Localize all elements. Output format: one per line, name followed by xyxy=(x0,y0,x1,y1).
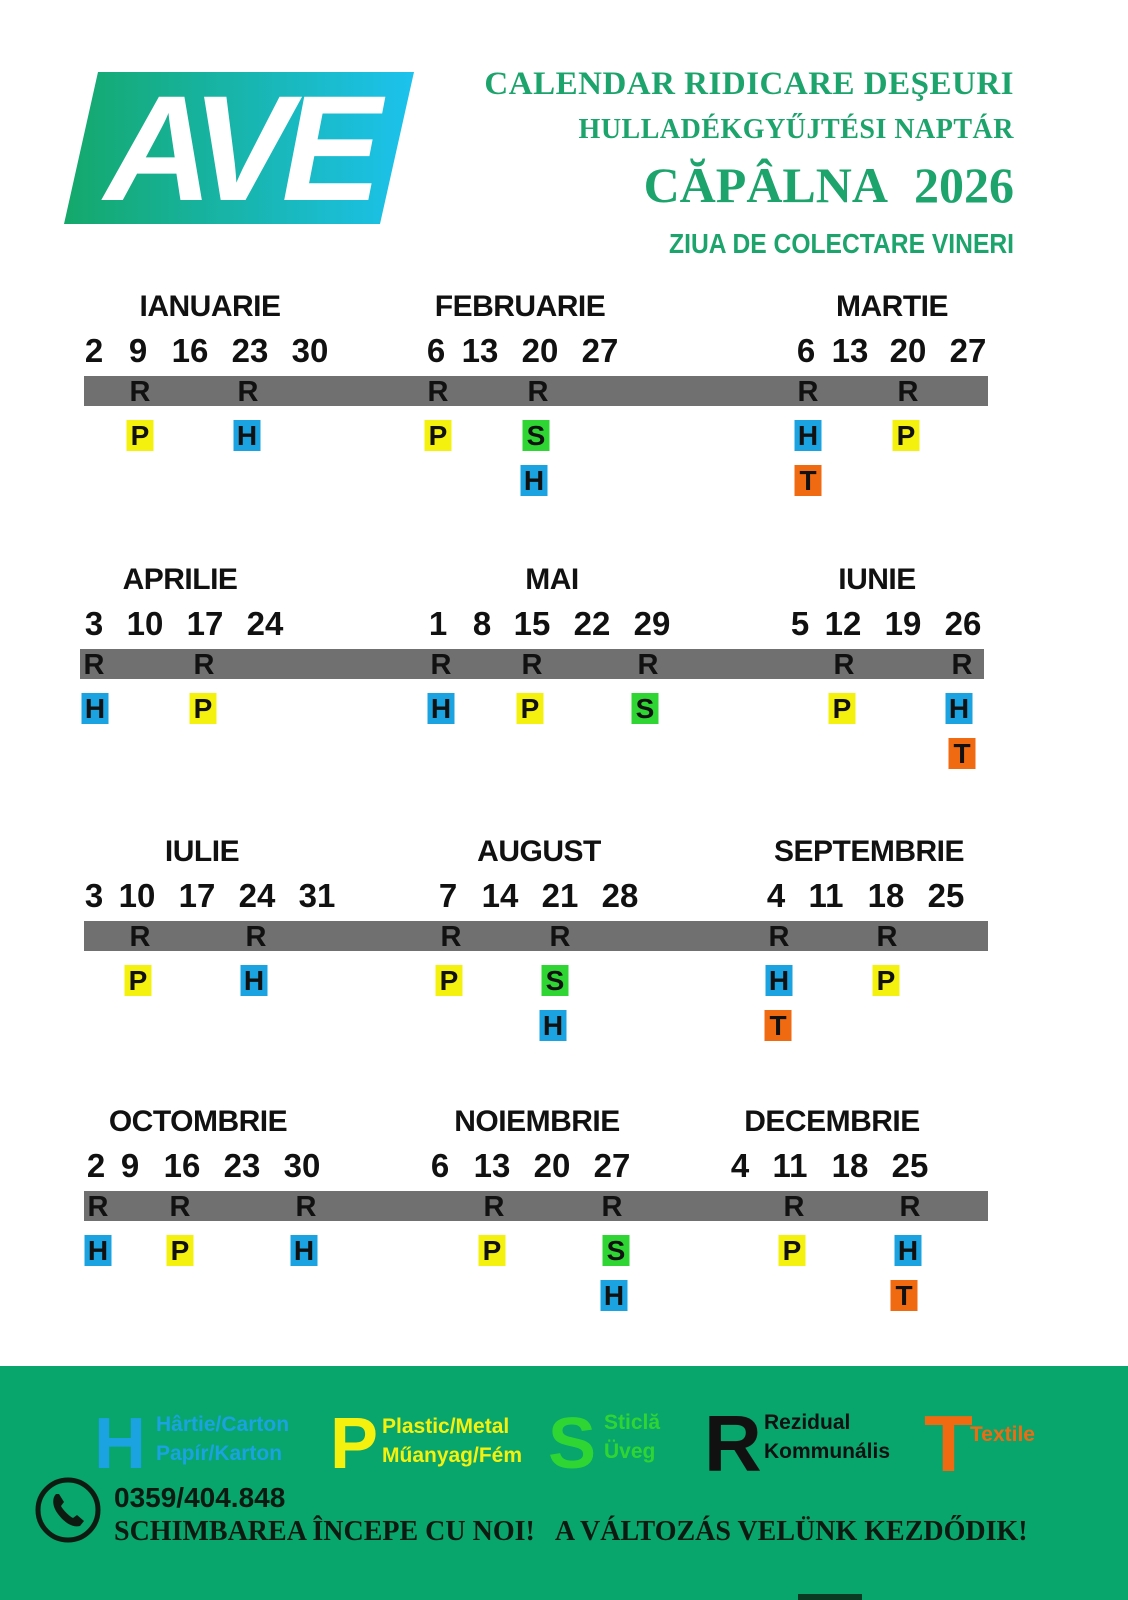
residual-pickup: R xyxy=(768,921,790,953)
day-number: 23 xyxy=(231,332,269,369)
pickup-h: H xyxy=(85,1235,112,1266)
legend-r-hu: Kommunális xyxy=(764,1440,891,1463)
day-number: 17 xyxy=(186,605,224,642)
day-number: 29 xyxy=(633,605,671,642)
pickup-h: H xyxy=(428,693,455,724)
residual-pickup: R xyxy=(601,1191,623,1223)
pickup-p: P xyxy=(425,420,452,451)
residual-pickup: R xyxy=(193,649,215,681)
month-name: MARTIE xyxy=(836,290,948,323)
pickup-p: P xyxy=(779,1235,806,1266)
day-number: 18 xyxy=(831,1147,869,1184)
day-number: 30 xyxy=(291,332,329,369)
day-number: 27 xyxy=(581,332,619,369)
legend-h-letter: H xyxy=(94,1404,146,1484)
pickup-h: H xyxy=(895,1235,922,1266)
pickup-p: P xyxy=(190,693,217,724)
pickup-s: S xyxy=(542,965,569,996)
residual-pickup: R xyxy=(129,376,151,408)
day-number: 19 xyxy=(884,605,922,642)
residual-pickup: R xyxy=(549,921,571,953)
pickup-h: H xyxy=(234,420,261,451)
pickup-h: H xyxy=(291,1235,318,1266)
pickup-p: P xyxy=(517,693,544,724)
day-number: 23 xyxy=(223,1147,261,1184)
day-number: 6 xyxy=(426,332,446,369)
residual-pickup: R xyxy=(637,649,659,681)
day-number: 31 xyxy=(298,877,336,914)
day-number: 4 xyxy=(730,1147,750,1184)
residual-pickup: R xyxy=(783,1191,805,1223)
pickup-s: S xyxy=(603,1235,630,1266)
day-number: 16 xyxy=(171,332,209,369)
residual-pickup: R xyxy=(951,649,973,681)
phone-number[interactable]: 0359/404.848 xyxy=(114,1482,286,1513)
day-number: 22 xyxy=(573,605,611,642)
residual-pickup: R xyxy=(876,921,898,953)
header-title-ro: CALENDAR RIDICARE DEŞEURI xyxy=(484,66,1014,102)
pickup-h: H xyxy=(601,1280,628,1311)
day-number: 2 xyxy=(84,332,104,369)
residual-pickup: R xyxy=(427,376,449,408)
residual-bar xyxy=(84,921,988,951)
legend-t-label: Textile xyxy=(970,1423,1035,1446)
residual-pickup: R xyxy=(245,921,267,953)
residual-pickup: R xyxy=(430,649,452,681)
day-number: 9 xyxy=(120,1147,140,1184)
residual-pickup: R xyxy=(87,1191,109,1223)
year: 2026 xyxy=(914,157,1014,213)
day-number: 6 xyxy=(430,1147,450,1184)
day-number: 17 xyxy=(178,877,216,914)
residual-pickup: R xyxy=(237,376,259,408)
pickup-p: P xyxy=(829,693,856,724)
pickup-t: T xyxy=(891,1280,918,1311)
day-number: 20 xyxy=(889,332,927,369)
day-number: 15 xyxy=(513,605,551,642)
month-name: APRILIE xyxy=(122,563,238,596)
residual-pickup: R xyxy=(129,921,151,953)
month-name: MAI xyxy=(525,563,579,596)
month-name: IUNIE xyxy=(838,563,916,596)
legend-h-ro: Hârtie/Carton xyxy=(156,1413,290,1436)
legend-s-hu: Üveg xyxy=(604,1440,656,1463)
residual-pickup: R xyxy=(83,649,105,681)
pickup-h: H xyxy=(766,965,793,996)
day-number: 20 xyxy=(533,1147,571,1184)
pickup-p: P xyxy=(873,965,900,996)
pickup-h: H xyxy=(795,420,822,451)
pickup-h: H xyxy=(540,1010,567,1041)
day-number: 6 xyxy=(796,332,816,369)
pickup-p: P xyxy=(167,1235,194,1266)
pickup-p: P xyxy=(436,965,463,996)
day-number: 10 xyxy=(126,605,164,642)
day-number: 14 xyxy=(481,877,519,914)
day-number: 12 xyxy=(824,605,862,642)
header-title-hu: HULLADÉKGYŰJTÉSI NAPTÁR xyxy=(578,114,1014,145)
phone-icon xyxy=(34,1476,102,1544)
residual-pickup: R xyxy=(521,649,543,681)
pickup-t: T xyxy=(765,1010,792,1041)
slogan-ro: SCHIMBAREA ÎNCEPE CU NOI! xyxy=(114,1516,535,1547)
day-number: 11 xyxy=(772,1147,808,1184)
day-number: 28 xyxy=(601,877,639,914)
legend-footer xyxy=(0,1366,1128,1600)
day-number: 21 xyxy=(541,877,579,914)
month-name: FEBRUARIE xyxy=(434,290,606,323)
month-name: NOIEMBRIE xyxy=(454,1105,620,1138)
day-number: 5 xyxy=(790,605,810,642)
day-number: 11 xyxy=(808,877,844,914)
pickup-h: H xyxy=(241,965,268,996)
pickup-h: H xyxy=(82,693,109,724)
day-number: 27 xyxy=(593,1147,631,1184)
day-number: 13 xyxy=(473,1147,511,1184)
slogan-hu: A VÁLTOZÁS VELÜNK KEZDŐDIK! xyxy=(554,1516,1028,1547)
day-number: 7 xyxy=(438,877,458,914)
residual-pickup: R xyxy=(483,1191,505,1223)
collection-day: ZIUA DE COLECTARE VINERI xyxy=(669,228,1014,259)
day-number: 16 xyxy=(163,1147,201,1184)
pickup-h: H xyxy=(946,693,973,724)
day-number: 25 xyxy=(891,1147,929,1184)
residual-pickup: R xyxy=(169,1191,191,1223)
day-number: 30 xyxy=(283,1147,321,1184)
day-number: 24 xyxy=(246,605,284,642)
footer-tab xyxy=(798,1594,862,1600)
day-number: 27 xyxy=(949,332,987,369)
legend-r-ro: Rezidual xyxy=(764,1411,851,1434)
legend-t-letter: T xyxy=(924,1399,973,1488)
pickup-p: P xyxy=(893,420,920,451)
pickup-t: T xyxy=(795,465,822,496)
day-number: 1 xyxy=(428,605,448,642)
day-number: 18 xyxy=(867,877,905,914)
month-name: OCTOMBRIE xyxy=(108,1105,288,1138)
day-number: 26 xyxy=(944,605,982,642)
legend-p-hu: Műanyag/Fém xyxy=(382,1444,523,1467)
month-name: AUGUST xyxy=(477,835,601,868)
residual-pickup: R xyxy=(897,376,919,408)
day-number: 3 xyxy=(84,877,104,914)
day-number: 3 xyxy=(84,605,104,642)
month-name: SEPTEMBRIE xyxy=(773,835,965,868)
legend-p-ro: Plastic/Metal xyxy=(382,1415,510,1438)
legend-s-letter: S xyxy=(548,1404,597,1484)
residual-bar xyxy=(84,1191,988,1221)
residual-pickup: R xyxy=(899,1191,921,1223)
pickup-s: S xyxy=(632,693,659,724)
legend-h-hu: Papír/Karton xyxy=(156,1442,283,1465)
legend-r-letter: R xyxy=(704,1399,762,1488)
residual-pickup: R xyxy=(833,649,855,681)
header-locality-year xyxy=(644,156,1014,214)
day-number: 4 xyxy=(766,877,786,914)
pickup-p: P xyxy=(479,1235,506,1266)
day-number: 10 xyxy=(118,877,156,914)
pickup-t: T xyxy=(949,738,976,769)
residual-pickup: R xyxy=(797,376,819,408)
month-name: IANUARIE xyxy=(139,290,281,323)
day-number: 13 xyxy=(831,332,869,369)
pickup-h: H xyxy=(521,465,548,496)
residual-pickup: R xyxy=(295,1191,317,1223)
ave-logo xyxy=(64,72,414,224)
day-number: 9 xyxy=(128,332,148,369)
residual-pickup: R xyxy=(527,376,549,408)
pickup-p: P xyxy=(125,965,152,996)
month-name: IULIE xyxy=(164,835,240,868)
pickup-s: S xyxy=(523,420,550,451)
legend-p-letter: P xyxy=(330,1404,379,1484)
locality: CĂPÂLNA xyxy=(643,157,888,213)
pickup-p: P xyxy=(127,420,154,451)
residual-pickup: R xyxy=(440,921,462,953)
day-number: 24 xyxy=(238,877,276,914)
legend-s-ro: Sticlă xyxy=(604,1411,661,1434)
day-number: 25 xyxy=(927,877,965,914)
day-number: 20 xyxy=(521,332,559,369)
svg-text:AVE: AVE xyxy=(104,72,372,224)
day-number: 2 xyxy=(86,1147,106,1184)
month-name: DECEMBRIE xyxy=(744,1105,920,1138)
day-number: 8 xyxy=(472,605,492,642)
slogan xyxy=(114,1516,1028,1548)
day-number: 13 xyxy=(461,332,499,369)
